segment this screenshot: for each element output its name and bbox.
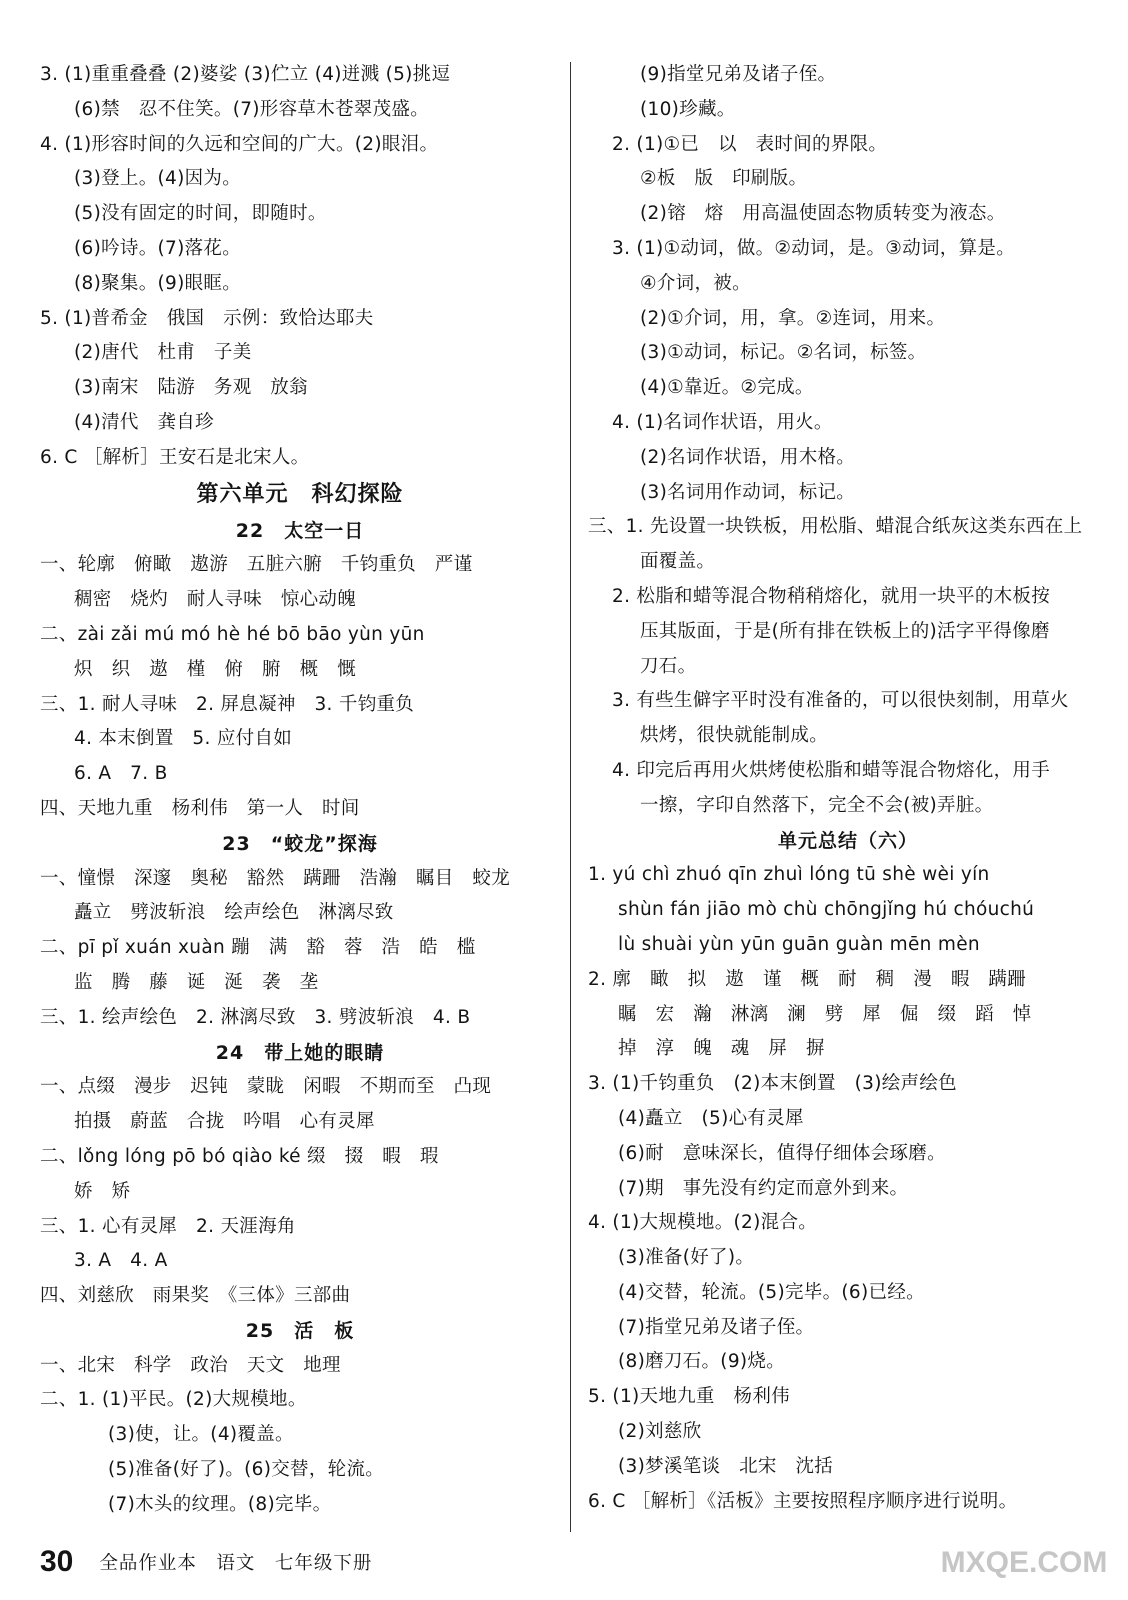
answer-line: shùn fán jiāo mò chù chōngjǐng hú chóuchú bbox=[618, 899, 1035, 921]
answer-line: 6. C ［解析］王安石是北宋人。 bbox=[40, 446, 310, 468]
watermark-logo: MXQE.COM bbox=[940, 1546, 1108, 1579]
answer-line: (9)指堂兄弟及诸子侄。 bbox=[640, 64, 837, 85]
column-divider bbox=[570, 62, 571, 1532]
answer-line: 4. (1)名词作状语，用火。 bbox=[612, 411, 833, 433]
answer-line: 2. (1)①已 以 表时间的界限。 bbox=[612, 133, 888, 155]
answer-line: 3. A 4. A bbox=[74, 1250, 168, 1272]
answer-line: 二、zài zǎi mú mó hè hé bō bāo yùn yūn bbox=[40, 623, 425, 645]
answer-line: 3. (1)千钧重负 (2)本末倒置 (3)绘声绘色 bbox=[588, 1073, 957, 1095]
answer-line: 三、1. 心有灵犀 2. 天涯海角 bbox=[40, 1215, 296, 1237]
answer-line: (4)矗立 (5)心有灵犀 bbox=[618, 1107, 804, 1129]
answer-line: 2. 廓 瞰 拟 遨 谨 概 耐 稠 漫 暇 蹒跚 bbox=[588, 968, 1027, 990]
lesson-title: 单元总结（六） bbox=[777, 829, 918, 852]
answer-line: (3)①动词，标记。②名词，标签。 bbox=[640, 342, 927, 364]
book-title: 全品作业本 语文 七年级下册 bbox=[99, 1553, 373, 1574]
answer-line: (3)名词用作动词，标记。 bbox=[640, 481, 856, 503]
answer-line: 3. (1)重重叠叠 (2)婆娑 (3)伫立 (4)迸溅 (5)挑逗 bbox=[40, 64, 451, 85]
answer-line: (2)刘慈欣 bbox=[618, 1421, 702, 1443]
answer-line: 一、北宋 科学 政治 天文 地理 bbox=[40, 1354, 341, 1376]
answer-line: 一、憧憬 深邃 奥秘 豁然 蹒跚 浩瀚 瞩目 蛟龙 bbox=[40, 867, 511, 889]
answer-line: 烘烤，很快就能制成。 bbox=[640, 725, 829, 747]
answer-line: 娇 矫 bbox=[74, 1180, 131, 1202]
answer-line: (7)指堂兄弟及诸子侄。 bbox=[618, 1316, 815, 1338]
answer-line: 3. 有些生僻字平时没有准备的，可以很快刻制，用草火 bbox=[612, 690, 1069, 712]
answer-line: 三、1. 先设置一块铁板，用松脂、蜡混合纸灰这类东西在上 bbox=[588, 516, 1083, 538]
lesson-title: 23 “蛟龙”探海 bbox=[222, 832, 378, 855]
left-column bbox=[40, 58, 560, 1523]
answer-line: 拍摄 蔚蓝 合拢 吟唱 心有灵犀 bbox=[74, 1111, 375, 1133]
answer-line: (7)木头的纹理。(8)完毕。 bbox=[108, 1493, 332, 1515]
answer-line: (7)期 事先没有约定而意外到来。 bbox=[618, 1177, 909, 1199]
answer-line: 三、1. 绘声绘色 2. 淋漓尽致 3. 劈波斩浪 4. B bbox=[40, 1006, 471, 1028]
answer-line: 4. 印完后再用火烘烤使松脂和蜡等混合物熔化，用手 bbox=[612, 759, 1051, 781]
answer-line: (5)没有固定的时间，即随时。 bbox=[74, 203, 327, 225]
answer-line: 四、天地九重 杨利伟 第一人 时间 bbox=[40, 797, 360, 819]
answer-line: (2)①介词，用，拿。②连词，用来。 bbox=[640, 307, 946, 329]
page-footer bbox=[40, 1542, 372, 1582]
answer-line: 三、1. 耐人寻味 2. 屏息凝神 3. 千钧重负 bbox=[40, 693, 415, 715]
answer-line: 压其版面，于是(所有排在铁板上的)活字平得像磨 bbox=[640, 620, 1050, 642]
answer-line: lù shuài yùn yūn guān guàn mēn mèn bbox=[618, 933, 980, 955]
answer-line: 一擦，字印自然落下，完全不会(被)弄脏。 bbox=[640, 794, 994, 816]
answer-line: (4)①靠近。②完成。 bbox=[640, 377, 814, 399]
answer-line: (6)耐 意味深长，值得仔细体会琢磨。 bbox=[618, 1142, 946, 1164]
answer-line: (3)梦溪笔谈 北宋 沈括 bbox=[618, 1455, 834, 1477]
answer-line: (8)聚集。(9)眼眶。 bbox=[74, 272, 242, 294]
lesson-title: 25 活 板 bbox=[245, 1319, 355, 1342]
answer-line: (3)登上。(4)因为。 bbox=[74, 168, 242, 190]
answer-line: 一、点缀 漫步 迟钝 蒙眬 闲暇 不期而至 凸现 bbox=[40, 1076, 492, 1098]
answer-line: 稠密 烧灼 耐人寻味 惊心动魄 bbox=[74, 589, 357, 611]
answer-line: 5. (1)天地九重 杨利伟 bbox=[588, 1386, 790, 1408]
answer-line: (6)吟诗。(7)落花。 bbox=[74, 237, 242, 259]
lesson-title: 24 带上她的眼睛 bbox=[215, 1041, 385, 1064]
answer-line: (8)磨刀石。(9)烧。 bbox=[618, 1351, 786, 1373]
answer-line: 一、轮廓 俯瞰 遨游 五脏六腑 千钧重负 严谨 bbox=[40, 554, 473, 576]
answer-line: 5. (1)普希金 俄国 示例：致恰达耶夫 bbox=[40, 307, 374, 329]
answer-line: 二、1. (1)平民。(2)大规模地。 bbox=[40, 1389, 307, 1411]
answer-line: 1. yú chì zhuó qīn zhuì lóng tū shè wèi yín bbox=[588, 864, 990, 886]
answer-line: 监 腾 藤 诞 涎 袭 垄 bbox=[74, 971, 319, 993]
answer-line: (2)镕 熔 用高温使固态物质转变为液态。 bbox=[640, 203, 1006, 225]
answer-line: 4. (1)形容时间的久远和空间的广大。(2)眼泪。 bbox=[40, 133, 439, 155]
lesson-title: 22 太空一日 bbox=[235, 519, 365, 542]
answer-line: ②板 版 印刷版。 bbox=[640, 168, 808, 190]
answer-line: 刀石。 bbox=[640, 655, 697, 677]
answer-line: 4. 本末倒置 5. 应付自如 bbox=[74, 728, 293, 750]
answer-line: (3)使，让。(4)覆盖。 bbox=[108, 1424, 294, 1446]
answer-line: (3)准备(好了)。 bbox=[618, 1247, 755, 1269]
answer-line: 2. 松脂和蜡等混合物稍稍熔化，就用一块平的木板按 bbox=[612, 585, 1051, 607]
answer-line: 炽 织 遨 槿 俯 腑 概 慨 bbox=[74, 658, 357, 680]
answer-line: 6. C ［解析］《活板》主要按照程序顺序进行说明。 bbox=[588, 1490, 1018, 1512]
answer-line: 二、pī pǐ xuán xuàn 蹦 满 豁 蓉 浩 皓 槛 bbox=[40, 937, 476, 959]
answer-line: (4)交替，轮流。(5)完毕。(6)已经。 bbox=[618, 1281, 925, 1303]
answer-line: 3. (1)①动词，做。②动词，是。③动词，算是。 bbox=[612, 237, 1015, 259]
answer-line: (3)南宋 陆游 务观 放翁 bbox=[74, 377, 308, 399]
answer-line: (2)唐代 杜甫 子美 bbox=[74, 342, 252, 364]
answer-line: (2)名词作状语，用木格。 bbox=[640, 446, 856, 468]
right-column bbox=[588, 58, 1108, 1519]
answer-line: 4. (1)大规模地。(2)混合。 bbox=[588, 1212, 818, 1234]
answer-line: 矗立 劈波斩浪 绘声绘色 淋漓尽致 bbox=[74, 902, 394, 924]
answer-line: 瞩 宏 瀚 淋漓 澜 劈 犀 倔 缀 蹈 悼 bbox=[618, 1003, 1032, 1025]
answer-line: ④介词，被。 bbox=[640, 272, 751, 294]
page-number: 30 bbox=[40, 1545, 74, 1578]
unit-title: 第六单元 科幻探险 bbox=[196, 481, 404, 507]
answer-line: 二、lǒng lóng pō bó qiào ké 缀 掇 暇 瑕 bbox=[40, 1145, 439, 1167]
answer-line: 6. A 7. B bbox=[74, 763, 168, 785]
answer-line: (10)珍藏。 bbox=[640, 98, 736, 120]
answer-line: (4)清代 龚自珍 bbox=[74, 411, 214, 433]
answer-line: 面覆盖。 bbox=[640, 551, 716, 573]
answer-line: 掉 淳 魄 魂 屏 摒 bbox=[618, 1038, 825, 1060]
answer-line: (5)准备(好了)。(6)交替，轮流。 bbox=[108, 1459, 385, 1481]
answer-line: 四、刘慈欣 雨果奖 《三体》三部曲 bbox=[40, 1285, 351, 1307]
answer-line: (6)禁 忍不住笑。(7)形容草木苍翠茂盛。 bbox=[74, 98, 430, 120]
